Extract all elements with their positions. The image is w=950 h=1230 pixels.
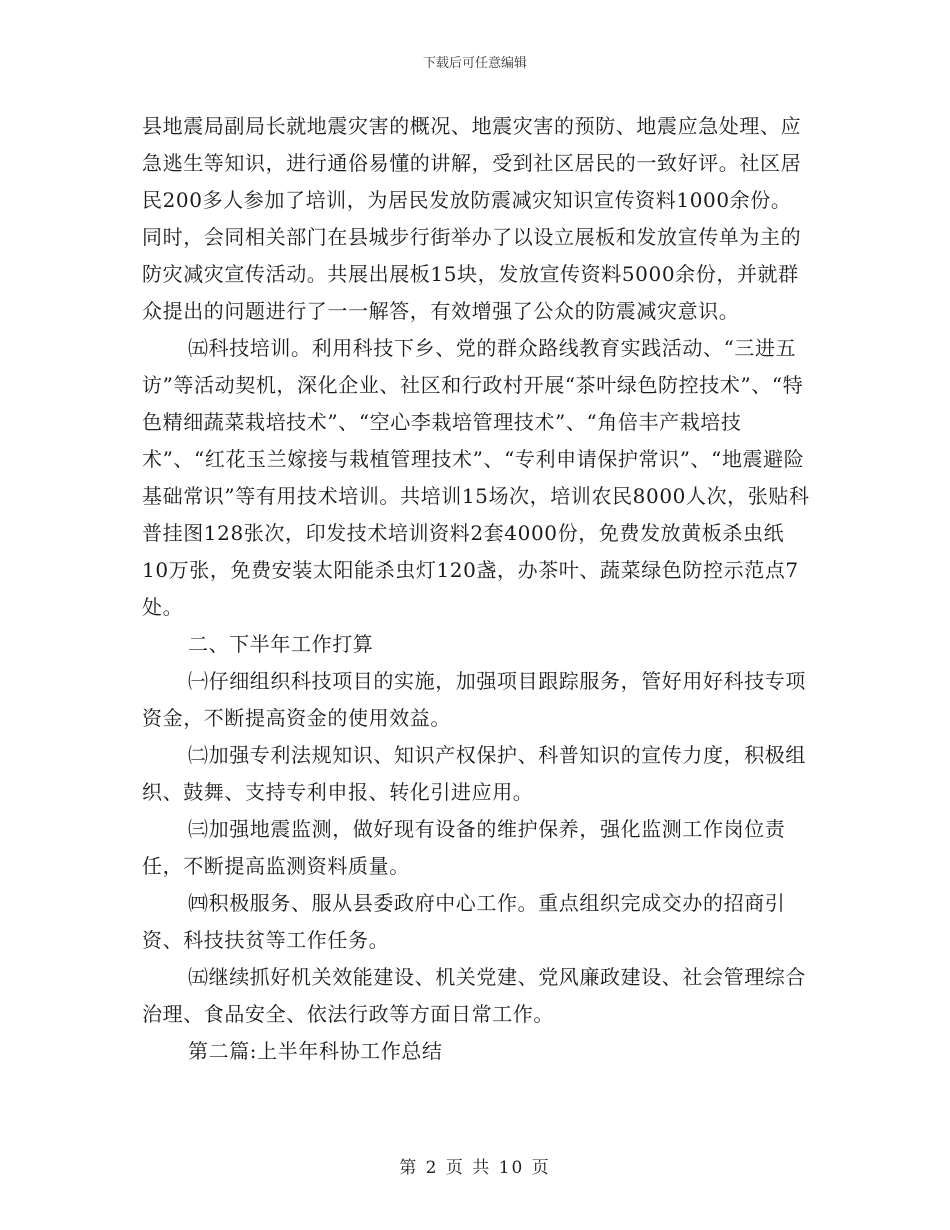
page-header-note: 下载后可任意编辑 <box>422 56 527 71</box>
body-paragraph-tech-training: ㈤科技培训。利用科技下乡、党的群众路线教育实践活动、“三进五访”等活动契机，深化企业、社区和行政村开展“茶叶绿色防控技术”、“特色精细蔬菜栽培技术”、“空心李栽培管理技术”、“角倍丰产栽培技术”、“红花玉兰嫁接与栽植管理技术”、“专利申请保护常识”、“地震避险基础常识”等有用技术培训。共培训15场次，培训农民8000人次，张贴科普挂图128张次，印发技术培训资料2套4000份，免费发放黄板杀虫纸10万张，免费安装太阳能杀虫灯120盏，办茶叶、蔬菜绿色防控示范点7处。 <box>142 336 810 619</box>
document-body <box>142 108 810 1070</box>
plan-item-5: ㈤继续抓好机关效能建设、机关党建、党风廉政建设、社会管理综合治理、食品安全、依法行政等方面日常工作。 <box>142 965 806 1026</box>
page-number-footer: 第 2 页 共 10 页 <box>399 1158 551 1178</box>
plan-item-3: ㈢加强地震监测，做好现有设备的维护保养，强化监测工作岗位责任，不断提高监测资料质量。 <box>142 817 786 878</box>
plan-item-1: ㈠仔细组织科技项目的实施，加强项目跟踪服务，管好用好科技专项资金，不断提高资金的使用效益。 <box>142 669 806 730</box>
next-article-title: 第二篇:上半年科协工作总结 <box>188 1039 443 1063</box>
plan-item-2: ㈡加强专利法规知识、知识产权保护、科普知识的宣传力度，积极组织、鼓舞、支持专利申报、转化引进应用。 <box>142 743 806 804</box>
body-paragraph-earthquake-training: 县地震局副局长就地震灾害的概况、地震灾害的预防、地震应急处理、应急逃生等知识，进行通俗易懂的讲解，受到社区居民的一致好评。社区居民200多人参加了培训，为居民发放防震减灾知识宣传资料1000余份。同时，会同相关部门在县城步行街举办了以设立展板和发放宣传单为主的防灾减灾宣传活动。共展出展板15块，发放宣传资料5000余份，并就群众提出的问题进行了一一解答，有效增强了公众的防震减灾意识。 <box>142 114 802 323</box>
plan-item-4: ㈣积极服务、服从县委政府中心工作。重点组织完成交办的招商引资、科技扶贫等工作任务。 <box>142 891 786 952</box>
section-heading-second-half-plan: 二、下半年工作打算 <box>188 632 374 656</box>
